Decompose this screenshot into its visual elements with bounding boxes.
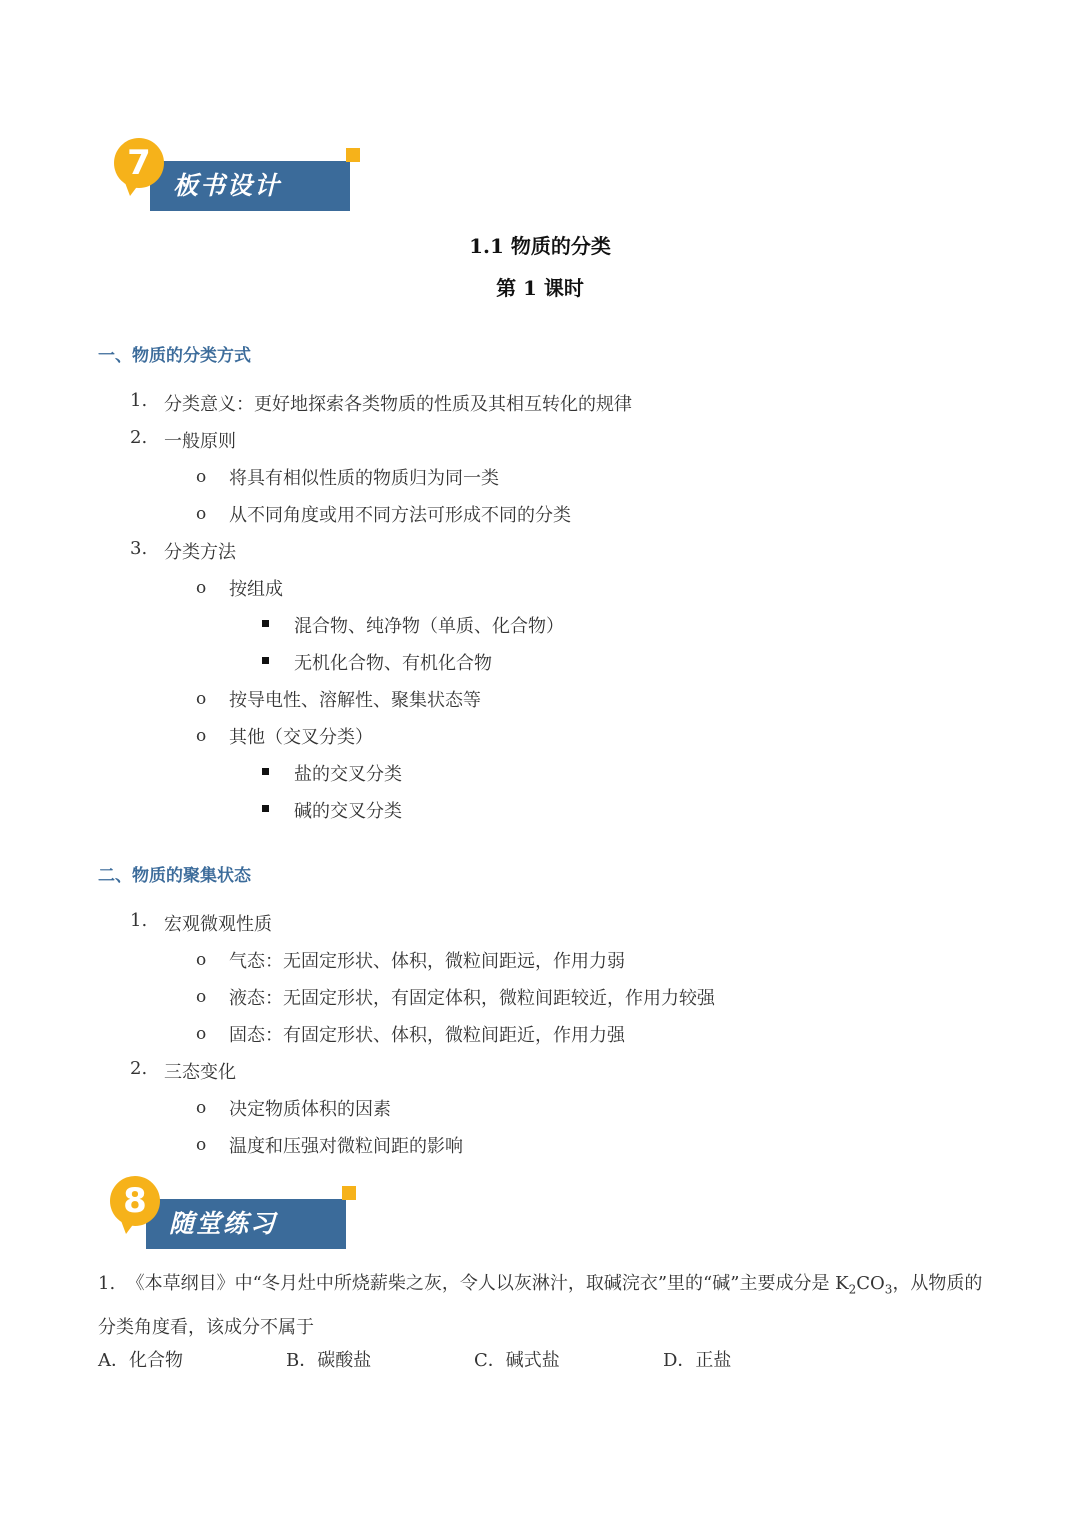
circle-bullet-icon: o bbox=[196, 726, 207, 746]
list-point: 碱的交叉分类 bbox=[294, 801, 402, 822]
list-point: 盐的交叉分类 bbox=[294, 764, 402, 785]
circle-bullet-icon: o bbox=[196, 950, 207, 970]
section-title: 板书设计 bbox=[172, 171, 281, 200]
list-point: 混合物、纯净物（单质、化合物） bbox=[294, 616, 564, 637]
question-stem-3: ，从物质的分类角度看，该成分不属于 bbox=[98, 1273, 983, 1338]
section-badge-7 bbox=[114, 138, 374, 218]
option-a: A．化合物 bbox=[98, 1350, 183, 1371]
doc-title: 1.1 物质的分类 bbox=[469, 234, 611, 258]
list-subitem: 将具有相似性质的物质归为同一类 bbox=[229, 468, 499, 489]
circle-bullet-icon: o bbox=[196, 1135, 207, 1155]
circle-bullet-icon: o bbox=[196, 1098, 207, 1118]
list-item: 分类意义：更好地探索各类物质的性质及其相互转化的规律 bbox=[164, 394, 632, 415]
circle-bullet-icon: o bbox=[196, 467, 207, 487]
section-heading: 一、物质的分类方式 bbox=[98, 346, 251, 366]
option-c: C．碱式盐 bbox=[474, 1350, 560, 1371]
list-item: 一般原则 bbox=[164, 431, 236, 452]
square-bullet-icon bbox=[262, 805, 269, 812]
list-item: 宏观微观性质 bbox=[164, 914, 272, 935]
list-number: 2. bbox=[130, 1058, 148, 1079]
list-subitem: 决定物质体积的因素 bbox=[229, 1099, 391, 1120]
circle-bullet-icon: o bbox=[196, 504, 207, 524]
section-badge-8 bbox=[110, 1176, 370, 1256]
section-number: 8 bbox=[110, 1176, 160, 1226]
list-item: 三态变化 bbox=[164, 1062, 236, 1083]
decorative-square-icon bbox=[342, 1186, 356, 1200]
section-number: 7 bbox=[114, 138, 164, 188]
question-stem-2: CO bbox=[856, 1273, 885, 1294]
list-subitem: 液态：无固定形状，有固定体积，微粒间距较近，作用力较强 bbox=[229, 988, 715, 1009]
question-number: 1. bbox=[98, 1273, 116, 1294]
list-subitem: 按导电性、溶解性、聚集状态等 bbox=[229, 690, 481, 711]
list-subitem: 其他（交叉分类） bbox=[229, 727, 373, 748]
option-d: D．正盐 bbox=[663, 1350, 732, 1371]
list-subitem: 温度和压强对微粒间距的影响 bbox=[229, 1136, 463, 1157]
question-text bbox=[98, 1265, 988, 1346]
list-subitem: 气态：无固定形状、体积，微粒间距远，作用力弱 bbox=[229, 951, 625, 972]
question-stem-1: 《本草纲目》中“冬月灶中所烧薪柴之灰，令人以灰淋汁，取碱浣衣”里的“碱”主要成分是 K bbox=[126, 1273, 849, 1294]
square-bullet-icon bbox=[262, 620, 269, 627]
circle-bullet-icon: o bbox=[196, 987, 207, 1007]
square-bullet-icon bbox=[262, 768, 269, 775]
list-item: 分类方法 bbox=[164, 542, 236, 563]
circle-bullet-icon: o bbox=[196, 689, 207, 709]
list-number: 3. bbox=[130, 538, 148, 559]
section-heading: 二、物质的聚集状态 bbox=[98, 866, 251, 886]
doc-subtitle: 第 1 课时 bbox=[496, 276, 584, 300]
section-title: 随堂练习 bbox=[168, 1209, 277, 1238]
list-number: 2. bbox=[130, 427, 148, 448]
circle-bullet-icon: o bbox=[196, 1024, 207, 1044]
list-subitem: 从不同角度或用不同方法可形成不同的分类 bbox=[229, 505, 571, 526]
list-number: 1. bbox=[130, 390, 148, 411]
list-point: 无机化合物、有机化合物 bbox=[294, 653, 492, 674]
decorative-square-icon bbox=[346, 148, 360, 162]
square-bullet-icon bbox=[262, 657, 269, 664]
option-b: B．碳酸盐 bbox=[286, 1350, 372, 1371]
circle-bullet-icon: o bbox=[196, 578, 207, 598]
list-subitem: 固态：有固定形状、体积，微粒间距近，作用力强 bbox=[229, 1025, 625, 1046]
subscript: 3 bbox=[884, 1282, 893, 1297]
list-number: 1. bbox=[130, 910, 148, 931]
list-subitem: 按组成 bbox=[229, 579, 283, 600]
subscript: 2 bbox=[848, 1282, 857, 1297]
